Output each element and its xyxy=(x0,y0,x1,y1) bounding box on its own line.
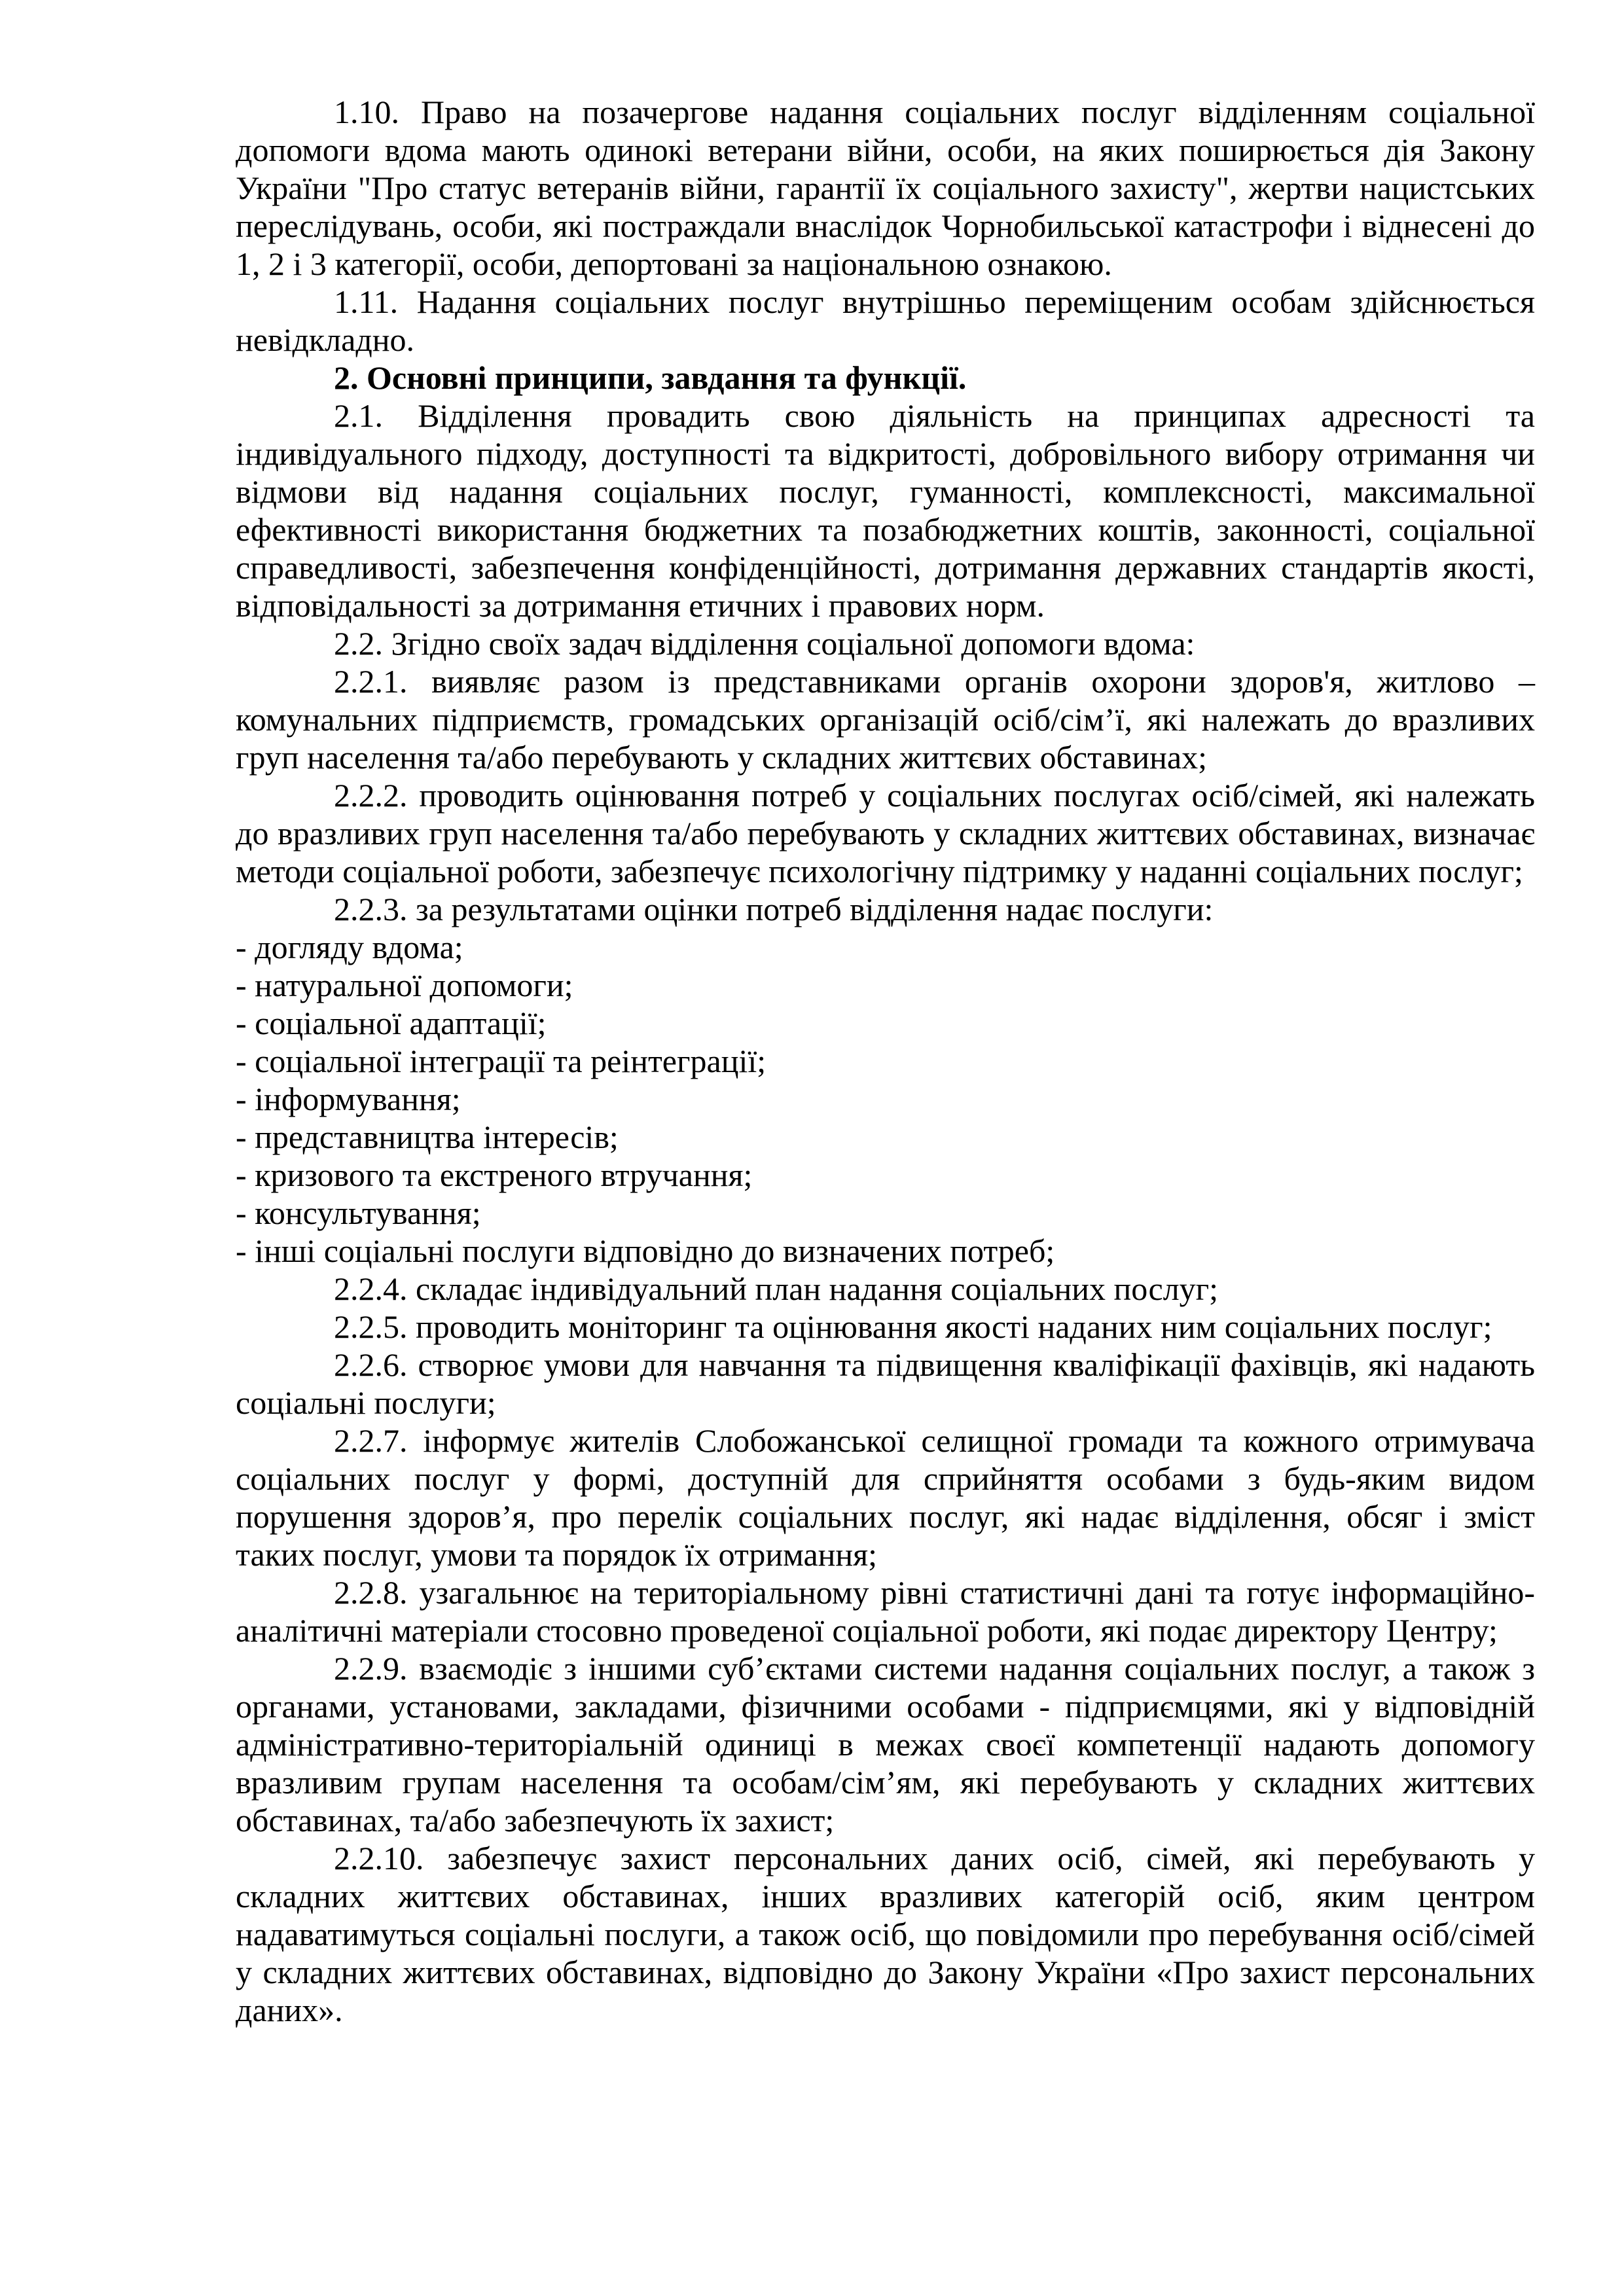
document-text-block xyxy=(236,93,1535,2029)
paragraph-2-2-9: 2.2.9. взаємодіє з іншими суб’єктами системи надання соціальних послуг, а також з органами, установами, закладами, фізичними особами - підприємцями, які у відповідній адміністративно-територіальній одиниці в межах своєї компетенції надають допомогу вразливим групам населення та особам/сім’ям, які перебувають у складних життєвих обставинах, та/або забезпечують їх захист; xyxy=(236,1650,1535,1839)
paragraph-2-2-5: 2.2.5. проводить моніторинг та оцінювання якості наданих ним соціальних послуг; xyxy=(334,1308,1492,1345)
list-item-social-integration: - соціальної інтеграції та реінтеграції; xyxy=(236,1043,767,1079)
list-item-crisis-intervention: - кризового та екстреного втручання; xyxy=(236,1157,753,1193)
list-item-social-adaptation: - соціальної адаптації; xyxy=(236,1005,547,1041)
paragraph-2-2-4: 2.2.4. складає індивідуальний план надання соціальних послуг; xyxy=(334,1270,1219,1307)
list-item-other-services: - інші соціальні послуги відповідно до визначених потреб; xyxy=(236,1232,1055,1269)
paragraph-1-10: 1.10. Право на позачергове надання соціальних послуг відділенням соціальної допомоги вдома мають одинокі ветерани війни, особи, на яких поширюється дія Закону України "Про статус ветеранів війни, гарантії їх соціального захисту", жертви нацистських переслідувань, особи, які постраждали внаслідок Чорнобильської катастрофи і віднесені до 1, 2 і 3 категорії, особи, депортовані за національною ознакою. xyxy=(236,94,1535,282)
paragraph-2-2-3: 2.2.3. за результатами оцінки потреб відділення надає послуги: xyxy=(334,891,1214,927)
list-item-interest-representation: - представництва інтересів; xyxy=(236,1119,619,1155)
list-item-home-care: - догляду вдома; xyxy=(236,929,463,965)
paragraph-2-2: 2.2. Згідно своїх задач відділення соціальної допомоги вдома: xyxy=(334,625,1195,662)
paragraph-2-2-1: 2.2.1. виявляє разом із представниками органів охорони здоров'я, житлово – комунальних підприємств, громадських організацій осіб/сім’ї, які належать до вразливих груп населення та/або перебувають у складних життєвих обставинах; xyxy=(236,663,1535,776)
paragraph-1-11: 1.11. Надання соціальних послуг внутрішньо переміщеним особам здійснюється невідкладно. xyxy=(236,283,1535,358)
paragraph-2-1: 2.1. Відділення провадить свою діяльність на принципах адресності та індивідуального підходу, доступності та відкритості, добровільного вибору отримання чи відмови від надання соціальних послуг, гуманності, комплексності, максимальної ефективності використання бюджетних та позабюджетних коштів, законності, соціальної справедливості, забезпечення конфіденційності, дотримання державних стандартів якості, відповідальності за дотримання етичних і правових норм. xyxy=(236,397,1535,624)
list-item-natural-aid: - натуральної допомоги; xyxy=(236,967,573,1003)
paragraph-2-2-8: 2.2.8. узагальнює на територіальному рівні статистичні дані та готує інформаційно-аналітичні матеріали стосовно проведеної соціальної роботи, які подає директору Центру; xyxy=(236,1574,1535,1649)
list-item-informing: - інформування; xyxy=(236,1081,461,1117)
paragraph-2-2-7: 2.2.7. інформує жителів Слобожанської селищної громади та кожного отримувача соціальних послуг у формі, доступній для сприйняття особами з будь-яким видом порушення здоров’я, про перелік соціальних послуг, які надає відділення, обсяг і зміст таких послуг, умови та порядок їх отримання; xyxy=(236,1422,1535,1573)
paragraph-2-2-6: 2.2.6. створює умови для навчання та підвищення кваліфікації фахівців, які надають соціальні послуги; xyxy=(236,1346,1535,1421)
list-item-counseling: - консультування; xyxy=(236,1194,481,1231)
section-heading-2-principles: 2. Основні принципи, завдання та функції. xyxy=(334,359,967,396)
paragraph-2-2-10: 2.2.10. забезпечує захист персональних даних осіб, сімей, які перебувають у складних життєвих обставинах, інших вразливих категорій осіб, яким центром надаватимуться соціальні послуги, а також осіб, що повідомили про перебування осіб/сімей у складних життєвих обставинах, відповідно до Закону України «Про захист персональних даних». xyxy=(236,1840,1535,2028)
paragraph-2-2-2: 2.2.2. проводить оцінювання потреб у соціальних послугах осіб/сімей, які належать до вразливих груп населення та/або перебувають у складних життєвих обставинах, визначає методи соціальної роботи, забезпечує психологічну підтримку у наданні соціальних послуг; xyxy=(236,777,1535,889)
